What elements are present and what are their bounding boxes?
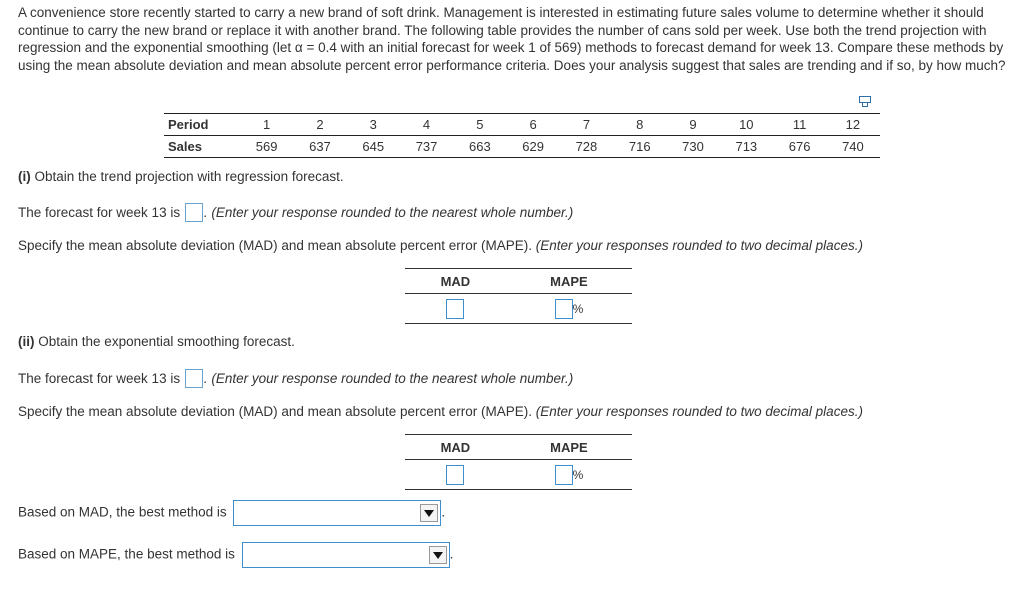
part2-mad-input[interactable] — [446, 465, 464, 485]
period-cell: 2 — [293, 114, 346, 136]
part1-answer-table — [405, 268, 632, 324]
sales-cell: 629 — [506, 136, 559, 158]
period-cell: 7 — [560, 114, 613, 136]
sales-cell: 645 — [347, 136, 400, 158]
part2-label: (ii) — [18, 334, 35, 349]
period-header: Period — [164, 114, 240, 136]
period-cell: 12 — [826, 114, 879, 136]
sales-data-table — [164, 113, 880, 158]
part1-forecast-input[interactable] — [185, 203, 203, 222]
part2-mape-input[interactable] — [555, 465, 573, 485]
period-cell: 11 — [773, 114, 826, 136]
best-mape-period: . — [449, 546, 454, 562]
best-mape-dropdown[interactable] — [242, 542, 450, 568]
dropdown-arrow-icon — [429, 546, 447, 564]
best-mad-dropdown[interactable] — [233, 500, 441, 526]
part1-forecast-prefix: The forecast for week 13 is — [18, 205, 181, 220]
period-cell: 4 — [400, 114, 453, 136]
sales-cell: 713 — [720, 136, 773, 158]
dropdown-arrow-icon — [420, 504, 438, 522]
best-mape-label: Based on MAPE, the best method is — [18, 546, 235, 562]
sales-row — [164, 136, 880, 158]
period-cell: 10 — [720, 114, 773, 136]
part1-mape-input[interactable] — [555, 299, 573, 319]
period-cell: 3 — [347, 114, 400, 136]
part1-mape-header: MAPE — [506, 269, 632, 294]
sales-cell: 730 — [666, 136, 719, 158]
part1-heading — [18, 169, 344, 184]
sales-cell: 663 — [453, 136, 506, 158]
period-cell: 6 — [506, 114, 559, 136]
sales-cell: 637 — [293, 136, 346, 158]
part1-specify-note: (Enter your responses rounded to two decimal places.) — [535, 238, 863, 253]
part2-specify-note: (Enter your responses rounded to two decimal places.) — [535, 404, 863, 419]
part2-percent-sign: % — [572, 467, 584, 482]
part2-heading — [18, 334, 295, 349]
best-mad-line — [18, 500, 445, 526]
best-mape-line — [18, 542, 453, 568]
part1-label: (i) — [18, 169, 31, 184]
part2-forecast-prefix: The forecast for week 13 is — [18, 371, 181, 386]
part1-text: Obtain the trend projection with regression forecast. — [34, 169, 344, 184]
part2-forecast-line — [18, 369, 573, 388]
period-row — [164, 114, 880, 136]
part2-answer-table — [405, 434, 632, 490]
sales-cell: 716 — [613, 136, 666, 158]
sales-cell: 737 — [400, 136, 453, 158]
part2-specify-line — [18, 404, 863, 419]
part2-mape-header: MAPE — [506, 435, 632, 460]
best-mad-period: . — [441, 504, 446, 520]
period-cell: 1 — [240, 114, 293, 136]
part1-specify-text: Specify the mean absolute deviation (MAD) and mean absolute percent error (MAPE). — [18, 238, 533, 253]
sales-cell: 676 — [773, 136, 826, 158]
part1-percent-sign: % — [572, 301, 584, 316]
sales-header: Sales — [164, 136, 240, 158]
part2-forecast-input[interactable] — [185, 369, 203, 388]
part1-mad-header: MAD — [405, 269, 506, 294]
part2-text: Obtain the exponential smoothing forecast. — [38, 334, 295, 349]
part2-specify-text: Specify the mean absolute deviation (MAD) and mean absolute percent error (MAPE). — [18, 404, 533, 419]
best-mad-label: Based on MAD, the best method is — [18, 504, 227, 520]
part2-forecast-note: . (Enter your response rounded to the nearest whole number.) — [203, 371, 574, 386]
period-cell: 8 — [613, 114, 666, 136]
period-cell: 5 — [453, 114, 506, 136]
part1-forecast-line — [18, 203, 573, 222]
part1-forecast-note: . (Enter your response rounded to the nearest whole number.) — [203, 205, 574, 220]
sales-cell: 740 — [826, 136, 879, 158]
part1-mad-input[interactable] — [446, 299, 464, 319]
copy-table-icon[interactable] — [859, 96, 872, 108]
part1-specify-line — [18, 238, 863, 253]
sales-cell: 728 — [560, 136, 613, 158]
sales-cell: 569 — [240, 136, 293, 158]
period-cell: 9 — [666, 114, 719, 136]
part2-mad-header: MAD — [405, 435, 506, 460]
problem-statement: A convenience store recently started to carry a new brand of soft drink. Management is interested in estimating future sales volume to determine whether it should continue to carry the new brand or replace it with another brand. The following table provides the number of cans sold per week. Use both the trend projection with regression and the exponential smoothing (let α = 0.4 with an initial forecast for week 1 of 569) methods to forecast demand for week 13. Compare these methods by using the mean absolute deviation and mean absolute percent error performance criteria. Does your analysis suggest that sales are trending and if so, by how much? — [18, 5, 1006, 73]
